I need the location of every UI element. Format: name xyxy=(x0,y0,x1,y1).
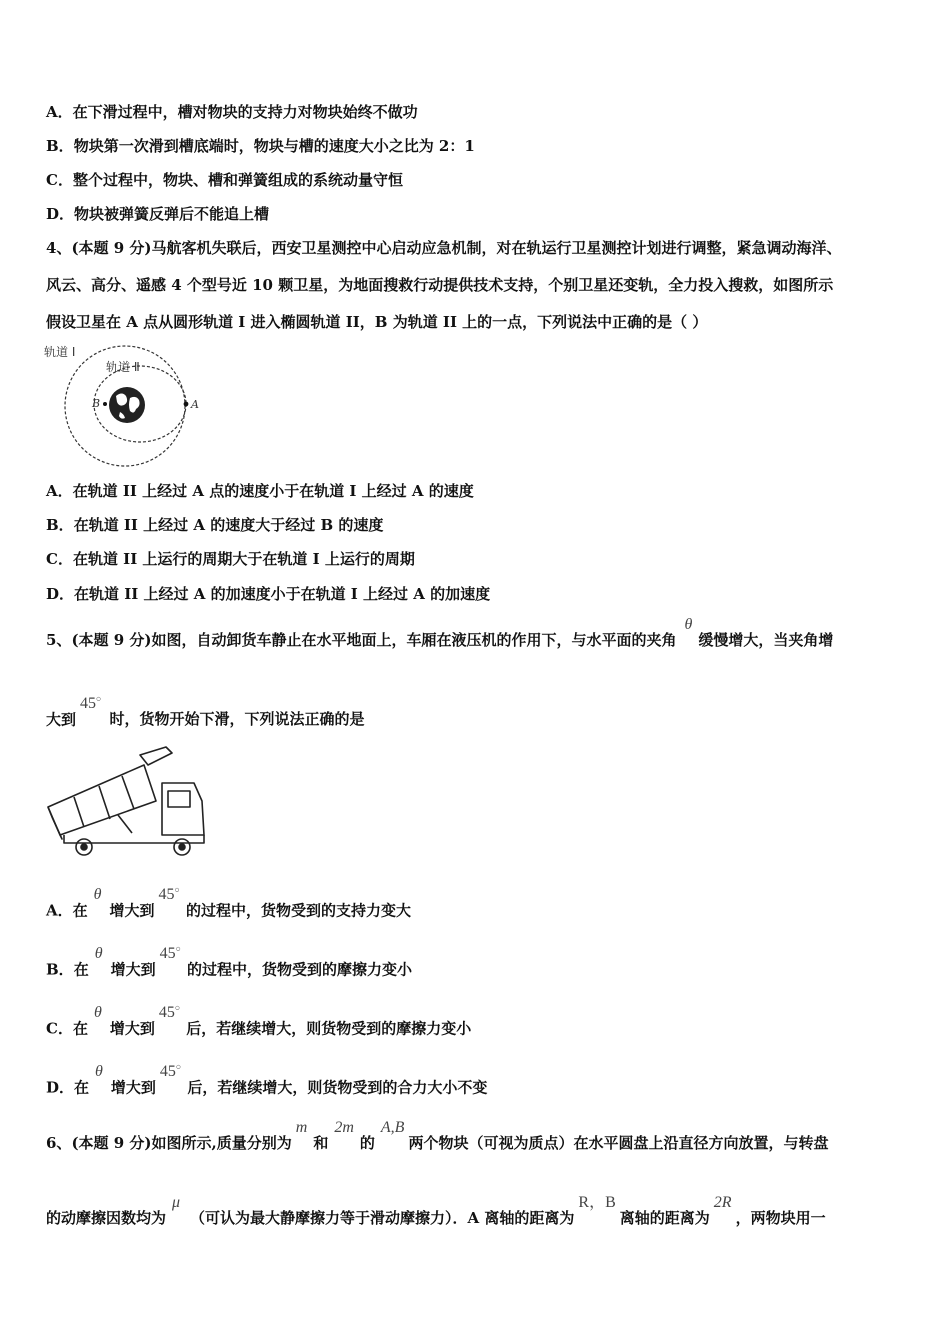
q3-option-b: B．物块第一次滑到槽底端时，物块与槽的速度大小之比为 2：1 xyxy=(46,137,475,155)
q6-stem-line1: 6、(本题 9 分)如图所示,质量分别为m和2m的A,B两个物块（可视为质点）在水平圆盘上沿直径方向放置，与转盘 xyxy=(46,1119,829,1152)
q4-stem-line1: 4、(本题 9 分)马航客机失联后，西安卫星测控中心启动应急机制，对在轨运行卫星测控计划进行调整，紧急调动海洋、 xyxy=(46,239,842,257)
q3-option-c: C．整个过程中，物块、槽和弹簧组成的系统动量守恒 xyxy=(46,171,403,189)
point-a-marker xyxy=(184,402,189,407)
orbit-diagram xyxy=(40,338,210,473)
q4-stem-line3: 假设卫星在 A 点从圆形轨道 I 进入椭圆轨道 II，B 为轨道 II 上的一点，下列说法中正确的是（ ） xyxy=(46,313,708,331)
q5-stem-line1: 5、(本题 9 分)如图，自动卸货车静止在水平地面上，车厢在液压机的作用下，与水平面的夹角θ缓慢增大，当夹角增 xyxy=(46,616,834,649)
q4-option-c: C．在轨道 II 上运行的周期大于在轨道 I 上运行的周期 xyxy=(46,550,415,568)
q4-option-d: D．在轨道 II 上经过 A 的加速度小于在轨道 I 上经过 A 的加速度 xyxy=(46,585,491,603)
q6-stem-line2: 的动摩擦因数均为μ（可认为最大静摩擦力等于滑动摩擦力）．A 离轴的距离为R，B离轴的距离为2R，两物块用一 xyxy=(46,1194,826,1227)
orbit2-label: 轨道 Ⅱ xyxy=(106,360,140,374)
q3-option-d: D．物块被弹簧反弹后不能追上槽 xyxy=(46,205,270,223)
earth-icon xyxy=(109,387,145,423)
q3-option-a: A．在下滑过程中，槽对物块的支持力对物块始终不做功 xyxy=(46,103,418,121)
truck-bed xyxy=(48,765,156,835)
dump-truck-figure xyxy=(44,745,214,860)
q5-stem-line2: 大到45○时，货物开始下滑，下列说法正确的是 xyxy=(46,694,365,729)
q5-option-b: B．在θ增大到45○的过程中，货物受到的摩擦力变小 xyxy=(46,944,413,979)
point-b-marker xyxy=(103,402,107,406)
orbit1-label: 轨道 Ⅰ xyxy=(44,345,76,359)
q5-option-c: C．在θ增大到45○后，若继续增大，则货物受到的摩擦力变小 xyxy=(46,1003,472,1038)
point-b-label: B xyxy=(92,397,101,410)
point-a-label: A xyxy=(191,398,199,411)
q4-option-b: B．在轨道 II 上经过 A 的速度大于经过 B 的速度 xyxy=(46,516,384,534)
q4-stem-line2: 风云、高分、遥感 4 个型号近 10 颗卫星，为地面搜救行动提供技术支持，个别卫星还变轨，全力投入搜救，如图所示 xyxy=(46,276,834,294)
q4-option-a: A．在轨道 II 上经过 A 点的速度小于在轨道 I 上经过 A 的速度 xyxy=(46,482,474,500)
q5-option-a: A．在θ增大到45○的过程中，货物受到的支持力变大 xyxy=(46,885,411,920)
q5-option-d: D．在θ增大到45○后，若继续增大，则货物受到的合力大小不变 xyxy=(46,1062,488,1097)
